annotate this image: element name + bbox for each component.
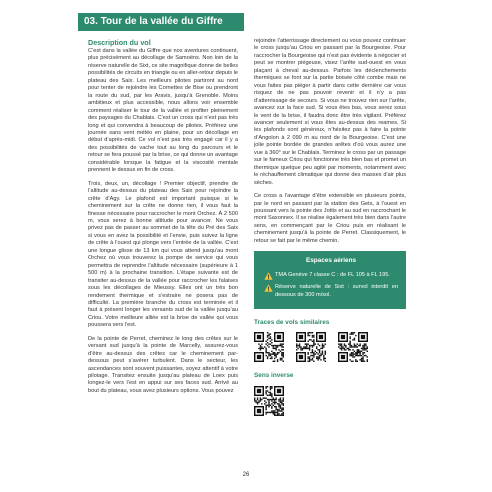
right-column [254,38,406,416]
airspace-item-tma [264,272,398,280]
qr-code-icon[interactable] [338,332,368,362]
qr-code-icon[interactable] [296,332,326,362]
paragraph-route: Trois, deux, un, décollage ! Premier objectif, prendre de l’altitude au-dessus du plateau des Saix pour rejoindre la crête d’Agy. Le plafond est important puisque si le cheminement sur la crête ne donne rien, il vous faut la finesse nécessaire pour raccrocher le mont Orchez. À 2 500 m, vous serez à bonne altitude pour avancer. Ne vous privez pas de passer au sommet de la tête du Pré des Saix si vous en avez la possibilité et l’envie, puis suivez la ligne de crête à l’ouest qui plonge vers l’entrée de la vallée. C’est une longue glisse de 13 km qui vous attend jusqu’au mont Orchez où vous trouverez la pompe de service qui vous permettra de reprendre l’altitude nécessaire (supérieure à 1 500 m) à la prochaine transition. L’étape suivante est de transiter au-dessus de la vallée pour raccrocher les falaises sous les décollages de Mieussy. Elles ont un très bon rendement thermique et s’estraire ne posera pas de difficulté. La première branche du cross est terminée et il faut à présent longer les versants sud de la vallée jusqu’au Criou. Votre meilleure alliée est la brise de vallée qui vous poussera vers l’est. [88,180,238,329]
page-number: 26 [242,472,250,478]
paragraph-extensions: Ce cross a l’avantage d’être extensible en plusieurs points, par le nord en passant par la station des Gets, à l’ouest en poussant vers la pointe des Jottis et au sud en raccrochant le mont Saxonnex. Il se réalise également très bien dans l’autre sens, en commençant par le Criou puis en réalisant le cheminement jusqu’à la pointe de Perret. Classiquement, le retour se fait par le même chemin. [254,193,406,244]
airspace-item-text: Réserve naturelle de Sixt : survol interdit en dessous de 300 m/sol. [275,284,398,298]
reverse-direction-qr-row [254,386,406,416]
paragraph-bourgeoise: rejoindre l’atterrissage directement ou vous pouvez continuer le cross jusqu’au Criou en passant par la Bourgeoise. Pour raccrocher la Bourgeoise qui n’est pas évidente à négocier et peut se montrer piégeuse, visez l’arête sud-ouest en vous plaçant à cheval au-dessus. Parfois les déclenchements thermiques se font sur la partie boisée côté combe mais ne vous faites pas piéger à partir dans cette dernière car vous risquez de ne pas pouvoir revenir et il n’y a pas d’atterrissage de secours. Si vous ne trouvez rien sur l’arête, avancez sur la face sud. Si vous êtes bas, vous serez sous le vent de la brise, il faudra donc être très vigilant. Préférez avancer seulement si vous êtes au-dessus des reames. Si les plafonds sont généreux, n’hésitez pas à faire la pointe d’Angolon à 2 090 m au nord de la Bourgeoise. C’est une jolie pointe bordée de grandes arêtes d’où vous aurez une vue à 360° sur le Chablais. Terminez le cross par un passage sur le fameux Criou qui fonctionne très bien bas et promet un thermique quelque peu agité par moments, notamment avec le réchauffement climatique qui donne des masses d’air plus sèches. [254,38,407,186]
similar-flights-title: Traces de vols similaires [254,318,330,326]
reverse-direction-title: Sens inverse [254,372,294,380]
paragraph-intro: C’est dans la vallée du Giffre que nos aventures continuent, plus précisément au décollage de Samoëns. Non loin de la réserve naturelle de Sixt, ce site magnifique donne de belles possibilités de circuits en triangle ou en aller-retour depuis le plateau des Saix. Les meilleurs pilotes partiront au nord pour tenter de rejoindre les Cornettes de Bise ou prendront la route du sud, par les Aravis, jusqu’à Grenoble. Moins ambitieux et plus accessible, nous allons voir ensemble comment réaliser le tour de la vallée et profiter pleinement des paysages du Chablais. C’est un cross qui n’est pas très long et qui convendra à beaucoup de pilotes. Préférez une journée sans vent météo en plaine, pour un décollage en début d’après-midi. Ce vol n’est pas très engagé car il y a des possibilités de vache tout au long du parcours et le retour se fera poussé par la brise, ce qui donne un avantage considérable lorsque la fatigue et la viscosité mentale prennent le dessus en fin de cross. [88,48,238,174]
page-header: 03. Tour de la vallée du Giffre [78,13,244,31]
qr-code-icon[interactable] [254,386,284,416]
section-title: Description du vol [88,38,151,47]
airspace-box-title: Espaces aériens [305,257,357,265]
qr-code-icon[interactable] [254,332,284,362]
paragraph-perret: De la pointe de Perret, cheminez le long des crêtes sur le versant sud jusqu’à la pointe de Marcelly, assurez-vous d’être au-dessus des crêtes car le cheminement par-dessous peut s’avérer turbulent. Dans le secteur, les ascendances sont souvent puissantes, soyez attentif à votre pilotage. Transitez ensuite jusqu’au plateau de Loex puis longez-le vers l’est en appui sur ses faces sud. Arrivé au bout du plateau, vous avez plusieurs options. Vous pouvez [88,335,238,394]
airspace-item-text: TMA Genève 7 classe C : de FL 105 à FL 195. [275,272,390,279]
airspace-item-reserve [264,284,398,298]
similar-flights-qr-row [254,332,406,362]
airspace-box [254,251,406,309]
warning-icon [264,272,273,280]
left-column [88,38,238,401]
warning-icon [264,284,273,292]
